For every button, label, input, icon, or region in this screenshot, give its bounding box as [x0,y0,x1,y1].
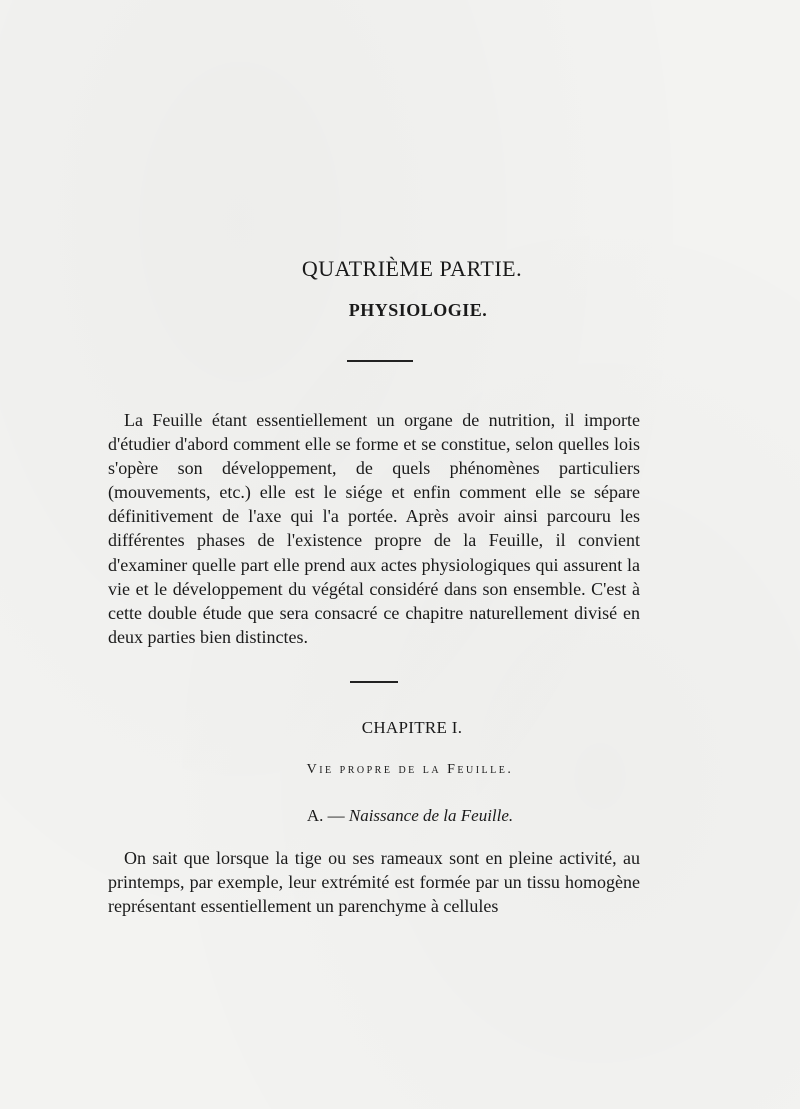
intro-paragraph: La Feuille étant essentiellement un organe de nutrition, il importe d'étudier d'abord comment elle se forme et se constitue, selon quelles lois s'opère son développement, de quels phénomènes particuliers (mouvements, etc.) elle est le siége et enfin comment elle se sépare définitivement de l'axe qui l'a portée. Après avoir ainsi parcouru les différentes phases de l'existence propre de la Feuille, il convient d'examiner quelle part elle prend aux actes physiologiques qui assurent la vie et le développement du végétal considéré dans son ensemble. C'est à cette double étude que sera consacré ce chapitre naturellement divisé en deux parties bien distinctes. [108,410,640,647]
chapter-subtitle: Vie propre de la Feuille. [306,762,514,777]
horizontal-rule [347,360,413,362]
part-title: QUATRIÈME PARTIE. [301,256,523,281]
horizontal-rule [350,681,398,683]
subsection-heading [10,806,800,826]
subsection-name: Naissance de la Feuille. [348,806,514,825]
chapter-title: CHAPITRE I. [361,718,463,737]
subsection-letter: A. — [306,806,349,825]
body-paragraph: On sait que lorsque la tige ou ses rameaux sont en pleine activité, au printemps, par exemple, leur extrémité est formée par un tissu homogène représentant essentiellement un parenchyme à cellules [108,848,640,917]
section-title: PHYSIOLOGIE. [348,300,488,320]
